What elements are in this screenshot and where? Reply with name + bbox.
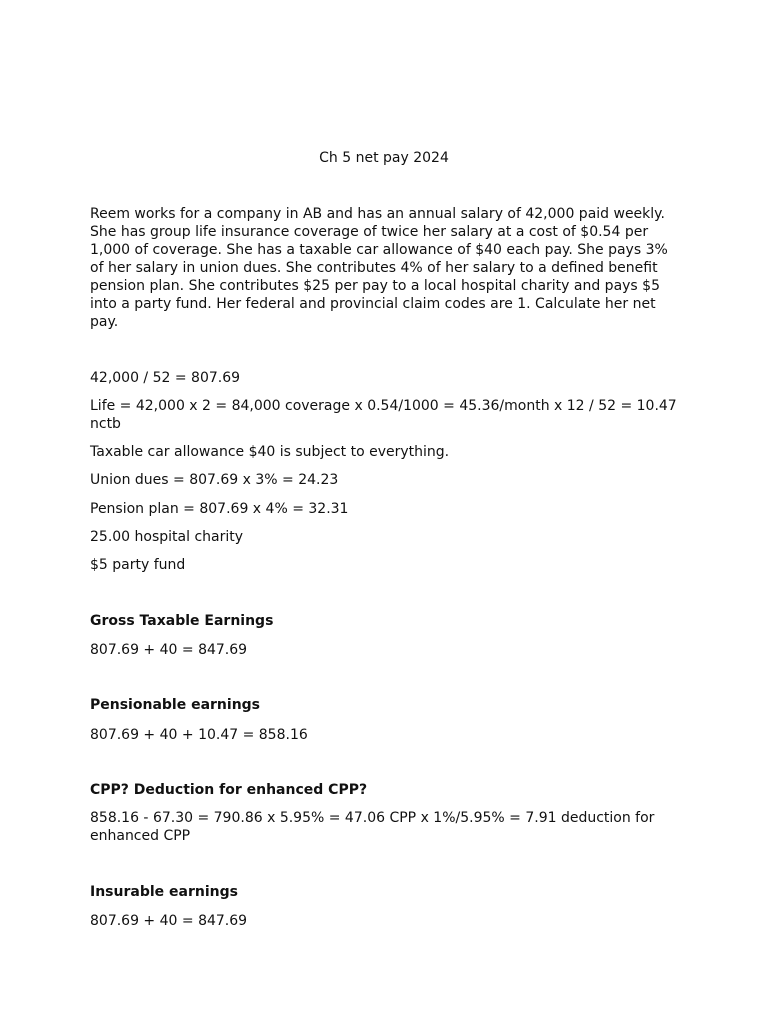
hospital-charity-line: 25.00 hospital charity xyxy=(90,529,244,545)
weekly-salary-calc: 42,000 / 52 = 807.69 xyxy=(90,370,241,386)
insurable-calc: 807.69 + 40 = 847.69 xyxy=(90,913,248,929)
car-allowance-note: Taxable car allowance $40 is subject to everything. xyxy=(90,444,450,460)
life-insurance-calc: Life = 42,000 x 2 = 84,000 coverage x 0.54/1000 = 45.36/month x 12 / 52 = 10.47 nctb xyxy=(90,398,677,432)
union-dues-calc: Union dues = 807.69 x 3% = 24.23 xyxy=(90,472,339,488)
party-fund-line: $5 party fund xyxy=(90,557,186,573)
document-title: Ch 5 net pay 2024 xyxy=(319,150,449,166)
gross-taxable-calc: 807.69 + 40 = 847.69 xyxy=(90,642,248,658)
cpp-calc: 858.16 - 67.30 = 790.86 x 5.95% = 47.06 CPP x 1%/5.95% = 7.91 deduction for enhanced CPP xyxy=(90,810,655,844)
cpp-heading: CPP? Deduction for enhanced CPP? xyxy=(90,782,368,798)
pensionable-calc: 807.69 + 40 + 10.47 = 858.16 xyxy=(90,727,308,743)
pension-plan-calc: Pension plan = 807.69 x 4% = 32.31 xyxy=(90,501,349,517)
pensionable-heading: Pensionable earnings xyxy=(90,697,261,713)
gross-taxable-heading: Gross Taxable Earnings xyxy=(90,613,274,629)
problem-statement: Reem works for a company in AB and has an annual salary of 42,000 paid weekly. She has group life insurance coverage of twice her salary at a cost of $0.54 per 1,000 of coverage. She has a taxable car allowance of $40 each pay. She pays 3% of her salary in union dues. She contributes 4% of her salary to a defined benefit pension plan. She contributes $25 per pay to a local hospital charity and pays $5 into a party fund. Her federal and provincial claim codes are 1. Calculate her net pay. xyxy=(90,206,668,330)
insurable-heading: Insurable earnings xyxy=(90,884,238,900)
